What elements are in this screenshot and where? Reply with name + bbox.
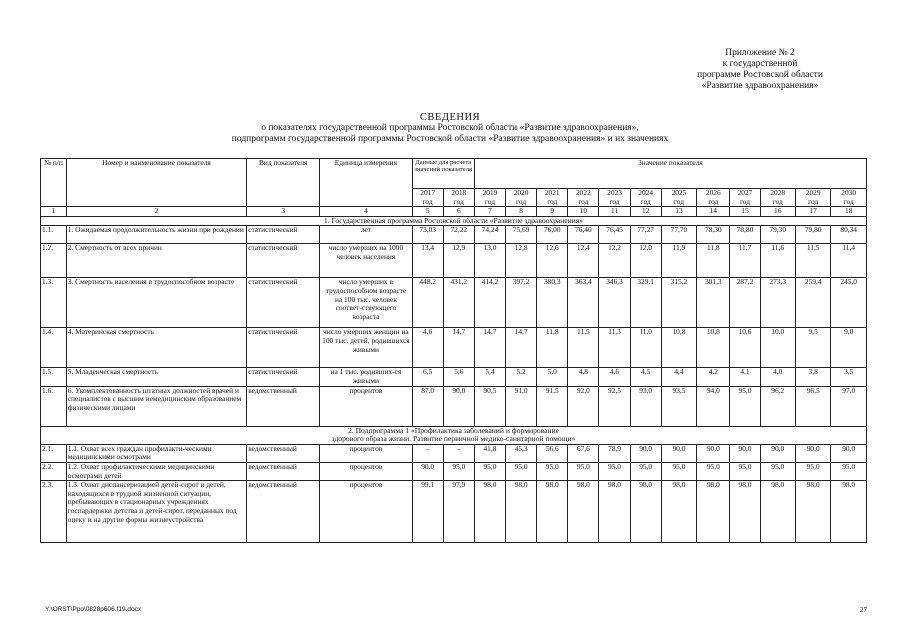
column-number: 15 [730, 207, 760, 217]
table-row [41, 386, 867, 426]
value-cell: 13,4 [412, 244, 443, 278]
indicator-unit: лет [320, 226, 412, 244]
value-cell: 93,0 [630, 386, 661, 426]
value-cell: 4,0 [760, 368, 795, 386]
header-num: № п/п [41, 159, 67, 207]
value-cell: 80,34 [831, 226, 867, 244]
year-number: 2029 [805, 188, 821, 197]
indicator-type: статистический [247, 244, 320, 278]
value-cell: 90,0 [760, 444, 795, 462]
header-row [41, 159, 867, 189]
indicator-name: 1.1. Охват всех граждан профилакти-ческими медицинскими осмотрами [66, 444, 246, 462]
column-number: 4 [320, 207, 412, 217]
value-cell: 448,2 [412, 278, 443, 328]
value-cell: 14,7 [474, 328, 505, 368]
value-cell: 363,4 [568, 278, 599, 328]
column-number: 16 [760, 207, 795, 217]
indicator-type: ведомственный [247, 462, 320, 480]
value-cell: 12,6 [537, 244, 568, 278]
header-name: Номер и наименование показателя [66, 159, 246, 207]
value-cell: 12,4 [568, 244, 599, 278]
indicator-name: 4. Материнская смертность [66, 328, 246, 368]
value-cell: 11,5 [795, 244, 830, 278]
section-line: 2. Подпрограмма 1 «Профилактика заболеваний и формирование [347, 426, 560, 435]
year-word: год [609, 196, 620, 206]
indicator-name: 1.2. Охват профилактическими медицинскими осмотрами детей [66, 462, 246, 480]
year-number: 2020 [513, 188, 529, 197]
year-cell [412, 189, 443, 207]
value-cell: 9,5 [795, 328, 830, 368]
value-cell: 259,4 [795, 278, 830, 328]
value-cell: 90,0 [443, 386, 474, 426]
value-cell: 98,0 [568, 481, 599, 543]
value-cell: 346,3 [599, 278, 630, 328]
value-cell: 9,0 [831, 328, 867, 368]
value-cell: 11,5 [568, 328, 599, 368]
value-cell: 97,9 [443, 481, 474, 543]
indicator-unit: процентов [320, 462, 412, 480]
column-number: 8 [506, 207, 537, 217]
value-cell: 301,3 [697, 278, 730, 328]
table-row [41, 368, 867, 386]
indicator-type: статистический [247, 226, 320, 244]
year-cell [568, 189, 599, 207]
section-title [41, 426, 867, 444]
indicator-type: ведомственный [247, 444, 320, 462]
column-number: 12 [630, 207, 661, 217]
value-cell: – [412, 444, 443, 462]
value-cell: 98,0 [474, 481, 505, 543]
appendix-header [650, 48, 870, 92]
year-number: 2023 [607, 188, 622, 197]
column-number: 10 [568, 207, 599, 217]
value-cell: 95,0 [630, 462, 661, 480]
year-number: 2025 [671, 188, 687, 197]
value-cell: 91,0 [506, 386, 537, 426]
indicator-name: 5. Младенческая смертность [66, 368, 246, 386]
header-base: Данные для расчета значений показателя [412, 159, 474, 189]
value-cell: 245,0 [831, 278, 867, 328]
appendix-line: Приложение № 2 [725, 48, 795, 58]
value-cell: 10,8 [661, 328, 696, 368]
value-cell: 95,0 [568, 462, 599, 480]
year-cell [661, 189, 696, 207]
appendix-line: «Развитие здравоохранения» [701, 81, 819, 91]
value-cell: 95,0 [795, 462, 830, 480]
value-cell: 95,0 [506, 462, 537, 480]
section-line: 1. Государственная программа Ростовской области «Развитие здравоохранения» [323, 216, 584, 225]
value-cell: 95,0 [760, 462, 795, 480]
column-number: 13 [661, 207, 696, 217]
column-number: 5 [412, 207, 443, 217]
value-cell: 98,0 [730, 481, 760, 543]
value-cell: 380,3 [537, 278, 568, 328]
value-cell: 90,0 [697, 444, 730, 462]
value-cell: 95,0 [661, 462, 696, 480]
value-cell: 77,27 [630, 226, 661, 244]
value-cell: 72,22 [443, 226, 474, 244]
section-row [41, 426, 867, 444]
value-cell: 98,0 [795, 481, 830, 543]
value-cell: 96,2 [760, 386, 795, 426]
value-cell: 90,0 [730, 444, 760, 462]
value-cell: 98,0 [697, 481, 730, 543]
year-cell [443, 189, 474, 207]
year-cell [599, 189, 630, 207]
year-number: 2019 [482, 188, 498, 197]
value-cell: 6,5 [412, 368, 443, 386]
table-row [41, 226, 867, 244]
column-number: 14 [697, 207, 730, 217]
year-number: 2018 [451, 188, 467, 197]
year-word: год [739, 196, 751, 206]
indicator-type: ведомственный [247, 481, 320, 543]
section-line: здорового образа жизни. Развитие первичной медико-санитарной помощи» [331, 434, 576, 444]
value-cell: 11,4 [831, 244, 867, 278]
value-cell: 78,80 [730, 226, 760, 244]
value-cell: 95,0 [599, 462, 630, 480]
indicator-type: статистический [247, 328, 320, 368]
value-cell: 11,9 [661, 244, 696, 278]
value-cell: 95,0 [697, 462, 730, 480]
value-cell: 14,7 [443, 328, 474, 368]
value-cell: 13,0 [474, 244, 505, 278]
year-cell [474, 189, 505, 207]
value-cell: 12,9 [443, 244, 474, 278]
column-number: 11 [599, 207, 630, 217]
value-cell: 315,2 [661, 278, 696, 328]
year-number: 2022 [575, 188, 591, 197]
value-cell: 11,7 [730, 244, 760, 278]
page-number: 27 [860, 606, 867, 614]
year-number: 2021 [544, 188, 560, 197]
value-cell: 12,0 [630, 244, 661, 278]
value-cell: 74,24 [474, 226, 505, 244]
indicator-unit: процентов [320, 444, 412, 462]
year-cell [697, 189, 730, 207]
indicator-unit: число умерших на 1000 человек населения [320, 244, 412, 278]
year-number: 2026 [705, 188, 721, 197]
value-cell: 95,0 [730, 386, 760, 426]
value-cell: 56,6 [537, 444, 568, 462]
value-cell: 98,0 [506, 481, 537, 543]
value-cell: 78,9 [599, 444, 630, 462]
year-word: год [808, 196, 819, 206]
value-cell: 98,0 [760, 481, 795, 543]
value-cell: 273,3 [760, 278, 795, 328]
value-cell: 4,8 [568, 368, 599, 386]
year-word: год [578, 196, 589, 206]
value-cell: 287,2 [730, 278, 760, 328]
table-row [41, 328, 867, 368]
value-cell: 98,0 [661, 481, 696, 543]
header-values: Значение показателя [474, 159, 866, 189]
value-cell: 431,2 [443, 278, 474, 328]
appendix-line: к государственной [722, 59, 798, 69]
title-line: подпрограмм государственной программы Ростовской области «Развитие здравоохранения» и их значениях [231, 134, 669, 144]
title-line: о показателях государственной программы Ростовской области «Развитие здравоохранения», [261, 123, 639, 133]
value-cell: 79,80 [795, 226, 830, 244]
section-row [41, 216, 867, 226]
year-word: год [484, 196, 495, 206]
value-cell: 5,4 [474, 368, 505, 386]
table-row [41, 244, 867, 278]
row-number: 2.2. [41, 462, 67, 480]
value-cell: 76,45 [599, 226, 630, 244]
value-cell: 4,4 [661, 368, 696, 386]
year-word: год [547, 196, 558, 206]
row-number: 2.3. [41, 481, 67, 543]
value-cell: 98,0 [537, 481, 568, 543]
value-cell: 397,2 [506, 278, 537, 328]
value-cell: 90,0 [795, 444, 830, 462]
value-cell: 90,0 [412, 462, 443, 480]
year-word: год [516, 196, 527, 206]
value-cell: 5,6 [443, 368, 474, 386]
year-number: 2017 [420, 188, 436, 197]
year-cell [630, 189, 661, 207]
value-cell: 45,3 [506, 444, 537, 462]
value-cell: 5,2 [506, 368, 537, 386]
value-cell: 95,0 [730, 462, 760, 480]
indicator-type: статистический [247, 368, 320, 386]
value-cell: 98,0 [831, 481, 867, 543]
value-cell: 4,2 [697, 368, 730, 386]
value-cell: 10,8 [697, 328, 730, 368]
row-number: 2.1. [41, 444, 67, 462]
value-cell: 98,0 [630, 481, 661, 543]
indicator-name: 6. Укомплектованность штатных должностей врачей и специалистов с высшим немедицинским образованием физическими лицами [66, 386, 246, 426]
year-word: год [422, 196, 433, 206]
value-cell: – [443, 444, 474, 462]
value-cell: 73,03 [412, 226, 443, 244]
value-cell: 329,1 [630, 278, 661, 328]
indicator-type: ведомственный [247, 386, 320, 426]
indicators-table [40, 158, 867, 543]
value-cell: 98,0 [599, 481, 630, 543]
value-cell: 76,00 [537, 226, 568, 244]
value-cell: 90,0 [831, 444, 867, 462]
year-number: 2028 [770, 188, 786, 197]
value-cell: 11,0 [630, 328, 661, 368]
indicator-unit: число умерших женщин на 100 тыс. детей, родившихся живыми [320, 328, 412, 368]
table-row [41, 481, 867, 543]
column-number: 6 [443, 207, 474, 217]
row-number: 1.2. [41, 244, 67, 278]
column-numbers-row [41, 207, 867, 217]
value-cell: 75,69 [506, 226, 537, 244]
column-number: 9 [537, 207, 568, 217]
year-number: 2030 [841, 188, 857, 197]
column-number: 18 [831, 207, 867, 217]
row-number: 1.3. [41, 278, 67, 328]
indicator-name: 2. Смертность от всех причин [66, 244, 246, 278]
value-cell: 92,5 [599, 386, 630, 426]
header-unit: Единица измерения [320, 159, 412, 207]
value-cell: 414,2 [474, 278, 505, 328]
year-cell [831, 189, 867, 207]
year-cell [537, 189, 568, 207]
value-cell: 11,3 [599, 328, 630, 368]
value-cell: 10,0 [760, 328, 795, 368]
value-cell: 96,5 [795, 386, 830, 426]
value-cell: 5,0 [537, 368, 568, 386]
year-cell [760, 189, 795, 207]
value-cell: 95,0 [831, 462, 867, 480]
value-cell: 4,1 [730, 368, 760, 386]
value-cell: 87,0 [412, 386, 443, 426]
year-word: год [640, 196, 651, 206]
section-title [41, 216, 867, 226]
indicator-unit: на 1 тыс. родивших-ся живыми [320, 368, 412, 386]
value-cell: 11,6 [760, 244, 795, 278]
year-cell [730, 189, 760, 207]
table-row [41, 278, 867, 328]
year-word: год [453, 196, 464, 206]
value-cell: 12,8 [506, 244, 537, 278]
value-cell: 90,0 [661, 444, 696, 462]
year-cell [795, 189, 830, 207]
year-number: 2027 [737, 188, 753, 197]
value-cell: 4,6 [412, 328, 443, 368]
value-cell: 11,8 [537, 328, 568, 368]
value-cell: 90,0 [630, 444, 661, 462]
value-cell: 94,0 [697, 386, 730, 426]
column-number: 2 [66, 207, 246, 217]
indicator-type: статистический [247, 278, 320, 328]
value-cell: 95,0 [537, 462, 568, 480]
value-cell: 4,6 [599, 368, 630, 386]
year-word: год [772, 196, 783, 206]
value-cell: 4,5 [630, 368, 661, 386]
column-number: 7 [474, 207, 505, 217]
value-cell: 95,0 [474, 462, 505, 480]
appendix-line: программе Ростовской области [697, 70, 823, 80]
indicator-name: 1.3. Охват диспансеризацией детей-сирот и детей, находящихся в трудной жизненной ситуации, пребывающих в стационарных учреждениях госпардержки детства и детей-сирот, переданных под опеку и на другие формы жизнеустройства [66, 481, 246, 543]
year-word: год [708, 196, 719, 206]
table-row [41, 444, 867, 462]
column-number: 3 [247, 207, 320, 217]
value-cell: 91,5 [537, 386, 568, 426]
row-number: 1.6. [41, 386, 67, 426]
year-cell [506, 189, 537, 207]
value-cell: 3,5 [831, 368, 867, 386]
column-number: 17 [795, 207, 830, 217]
value-cell: 41,8 [474, 444, 505, 462]
file-path: Y:\ORST\Ppo\0828p606.f19.docx [45, 606, 142, 613]
header-type: Вид показателя [247, 159, 320, 207]
indicator-name: 3. Смертность населения в трудоспособном возрасте [66, 278, 246, 328]
value-cell: 12,2 [599, 244, 630, 278]
document-title [150, 112, 750, 145]
value-cell: 97,0 [831, 386, 867, 426]
value-cell: 14,7 [506, 328, 537, 368]
value-cell: 67,6 [568, 444, 599, 462]
table-row [41, 462, 867, 480]
column-number: 1 [41, 207, 67, 217]
year-word: год [843, 196, 854, 206]
indicator-unit: процентов [320, 386, 412, 426]
row-number: 1.1. [41, 226, 67, 244]
value-cell: 11,8 [697, 244, 730, 278]
row-number: 1.4. [41, 328, 67, 368]
row-number: 1.5. [41, 368, 67, 386]
year-word: год [673, 196, 684, 206]
value-cell: 93,5 [661, 386, 696, 426]
value-cell: 95,0 [443, 462, 474, 480]
value-cell: 76,40 [568, 226, 599, 244]
title-line: СВЕДЕНИЯ [419, 112, 481, 123]
value-cell: 77,70 [661, 226, 696, 244]
year-number: 2024 [638, 188, 654, 197]
indicator-unit: процентов [320, 481, 412, 543]
value-cell: 79,30 [760, 226, 795, 244]
value-cell: 10,6 [730, 328, 760, 368]
value-cell: 90,5 [474, 386, 505, 426]
indicator-name: 1. Ожидаемая продолжительность жизни при рождении [66, 226, 246, 244]
value-cell: 92,0 [568, 386, 599, 426]
value-cell: 3,8 [795, 368, 830, 386]
indicator-unit: число умерших в трудоспособном возрасте на 100 тыс. человек соответ-ствующего возраста [320, 278, 412, 328]
value-cell: 99,1 [412, 481, 443, 543]
value-cell: 78,30 [697, 226, 730, 244]
